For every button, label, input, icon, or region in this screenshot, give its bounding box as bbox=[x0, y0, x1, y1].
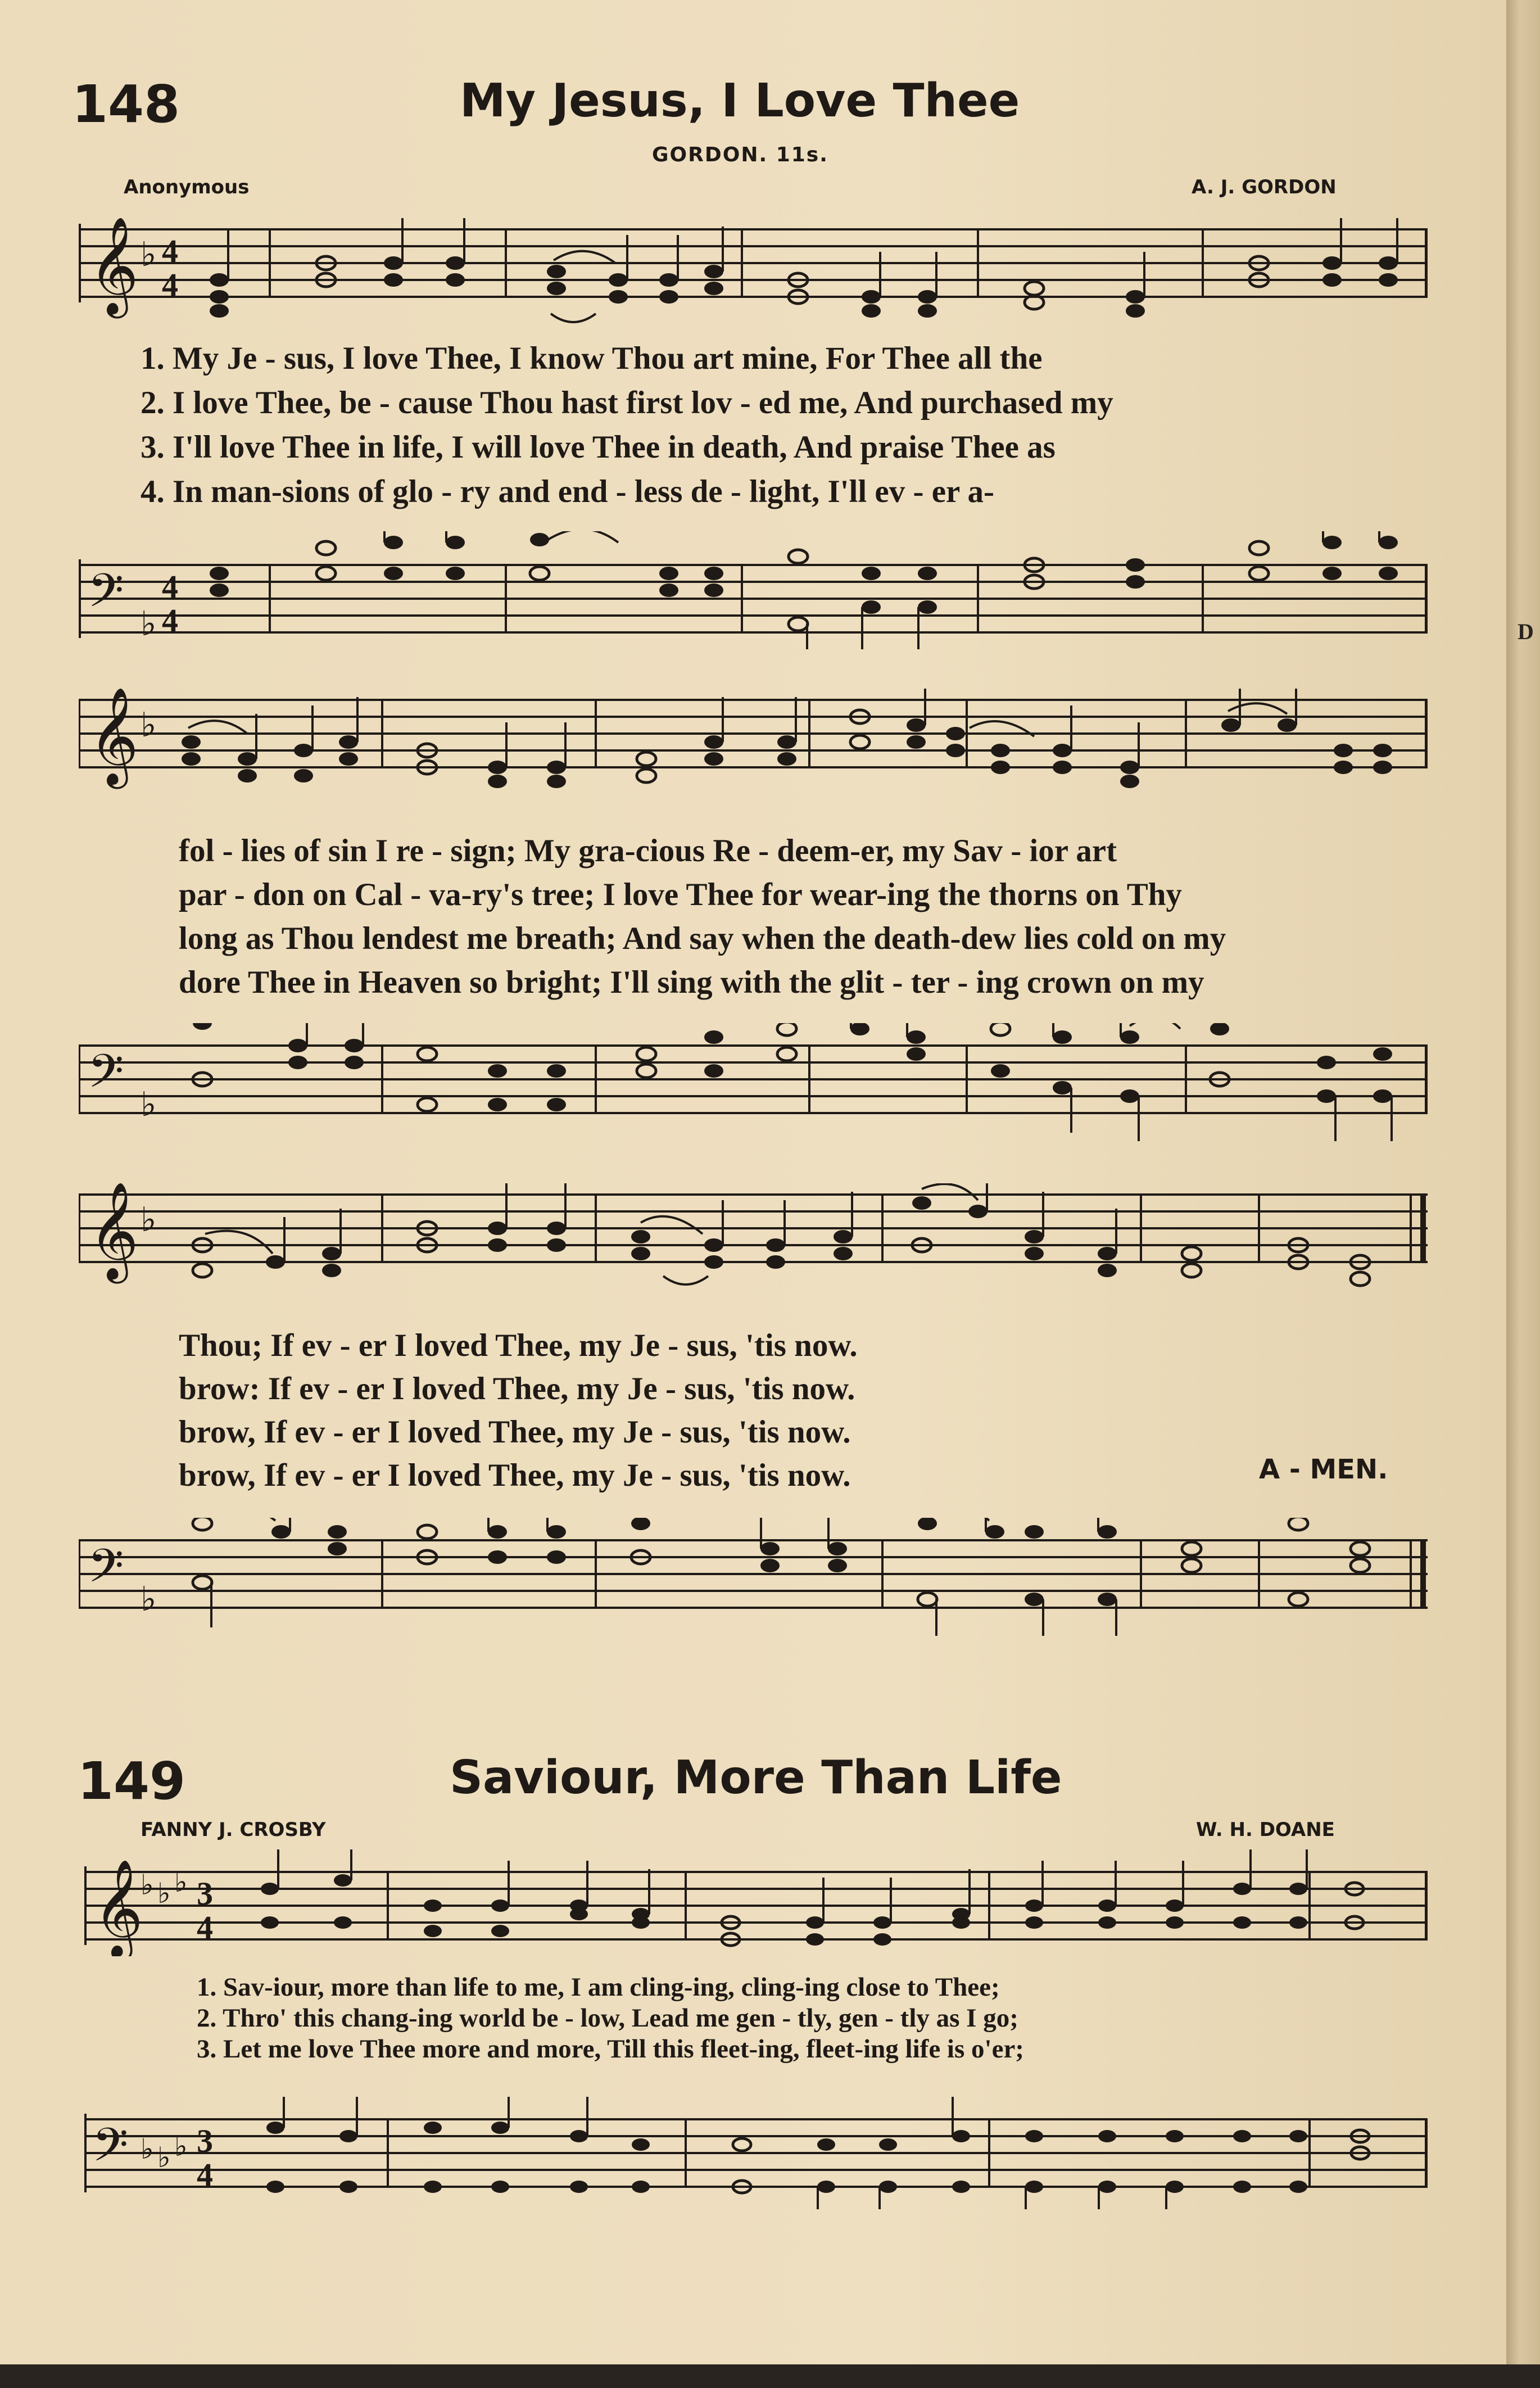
hymn-148-title: My Jesus, I Love Thee bbox=[460, 74, 1020, 128]
svg-text:♭: ♭ bbox=[141, 1581, 157, 1618]
verse-4-line-3: brow, If ev - er I loved Thee, my Je - sus, 'tis now. bbox=[179, 1458, 851, 1493]
svg-text:♭: ♭ bbox=[157, 2142, 171, 2173]
verse-2-line-3: brow: If ev - er I loved Thee, my Je - sus, 'tis now. bbox=[179, 1371, 855, 1406]
bass-staff-system-1 bbox=[79, 531, 1428, 649]
treble-staff-system-1 bbox=[79, 218, 1428, 325]
svg-text:♭: ♭ bbox=[141, 1086, 157, 1123]
svg-text:♭: ♭ bbox=[157, 1878, 171, 1909]
verse-4-line-1: 4. In man-sions of glo - ry and end - less de - light, I'll ev - er a- bbox=[141, 474, 994, 509]
svg-text:𝄢: 𝄢 bbox=[92, 2118, 129, 2183]
verse-2-line-1: 2. I love Thee, be - cause Thou hast first lov - ed me, And purchased my bbox=[141, 385, 1113, 420]
svg-text:♭: ♭ bbox=[174, 1866, 188, 1898]
svg-text:♭: ♭ bbox=[141, 236, 157, 273]
bass-staff-system-2 bbox=[79, 1023, 1428, 1141]
svg-text:♭: ♭ bbox=[141, 2133, 154, 2165]
hymn-149-verse-3: 3. Let me love Thee more and more, Till this fleet-ing, fleet-ing life is o'er; bbox=[197, 2034, 1024, 2064]
hymn-149-number: 149 bbox=[78, 1751, 186, 1811]
svg-text:♭: ♭ bbox=[141, 1869, 154, 1901]
hymn-148-words-credit: Anonymous bbox=[124, 176, 250, 198]
hymn-148-music-credit: A. J. GORDON bbox=[1192, 176, 1337, 198]
hymn-148-lyrics-line-1 bbox=[141, 336, 1113, 514]
bass-staff-system-3 bbox=[79, 1518, 1428, 1636]
svg-text:♭: ♭ bbox=[141, 707, 157, 744]
svg-text:♭: ♭ bbox=[174, 2131, 188, 2162]
svg-text:𝄞: 𝄞 bbox=[93, 1859, 143, 1956]
treble-staff-system-2 bbox=[79, 689, 1428, 795]
verse-2-line-2: par - don on Cal - va-ry's tree; I love Thee for wear-ing the thorns on Thy bbox=[179, 877, 1182, 912]
hymn-149-music-credit: W. H. DOANE bbox=[1196, 1819, 1335, 1841]
hymn-148-number: 148 bbox=[72, 74, 180, 134]
svg-text:𝄞: 𝄞 bbox=[89, 1183, 139, 1279]
svg-text:4: 4 bbox=[197, 1909, 213, 1946]
svg-text:4: 4 bbox=[162, 568, 178, 605]
adjacent-page-fragment: D bbox=[1518, 619, 1534, 644]
hymn-149-title: Saviour, More Than Life bbox=[450, 1751, 1062, 1804]
svg-text:𝄢: 𝄢 bbox=[88, 563, 124, 629]
svg-text:3: 3 bbox=[197, 2123, 213, 2159]
verse-3-line-1: 3. I'll love Thee in life, I will love Thee in death, And praise Thee as bbox=[141, 429, 1056, 465]
hymn-148-lyrics-line-2 bbox=[179, 829, 1226, 1005]
page-bottom-edge bbox=[0, 2364, 1540, 2388]
bass-staff-hymn-149 bbox=[84, 2097, 1428, 2209]
svg-text:4: 4 bbox=[162, 266, 178, 303]
hymn-148-tune: GORDON. 11s. bbox=[652, 143, 828, 166]
svg-text:3: 3 bbox=[197, 1875, 213, 1912]
verse-1-line-3: Thou; If ev - er I loved Thee, my Je - sus, 'tis now. bbox=[179, 1328, 858, 1363]
hymn-149-verse-2: 2. Thro' this chang-ing world be - low, Lead me gen - tly, gen - tly as I go; bbox=[197, 2003, 1018, 2033]
svg-text:4: 4 bbox=[162, 602, 178, 639]
svg-text:𝄢: 𝄢 bbox=[88, 1044, 124, 1110]
svg-text:♭: ♭ bbox=[141, 1201, 157, 1238]
verse-4-line-2: dore Thee in Heaven so bright; I'll sing with the glit - ter - ing crown on my bbox=[179, 965, 1204, 1000]
svg-text:𝄢: 𝄢 bbox=[88, 1539, 124, 1604]
hymn-149-verse-1: 1. Sav-iour, more than life to me, I am cling-ing, cling-ing close to Thee; bbox=[197, 1973, 1000, 2002]
verse-1-line-2: fol - lies of sin I re - sign; My gra-cious Re - deem-er, my Sav - ior art bbox=[179, 833, 1117, 869]
verse-1-line-1: 1. My Je - sus, I love Thee, I know Thou art mine, For Thee all the bbox=[141, 341, 1043, 376]
verse-3-line-3: brow, If ev - er I loved Thee, my Je - sus, 'tis now. bbox=[179, 1414, 851, 1450]
svg-text:4: 4 bbox=[162, 233, 178, 269]
svg-text:𝄞: 𝄞 bbox=[89, 218, 139, 314]
book-gutter bbox=[1506, 0, 1540, 2388]
treble-staff-system-3 bbox=[79, 1183, 1428, 1290]
svg-text:♭: ♭ bbox=[141, 605, 157, 643]
amen-label: A - MEN. bbox=[1259, 1454, 1388, 1485]
treble-staff-hymn-149 bbox=[84, 1849, 1428, 1956]
hymn-148-lyrics-line-3 bbox=[179, 1324, 858, 1497]
verse-3-line-2: long as Thou lendest me breath; And say when the death-dew lies cold on my bbox=[179, 921, 1226, 956]
hymn-149-words-credit: FANNY J. CROSBY bbox=[141, 1819, 326, 1841]
svg-text:4: 4 bbox=[197, 2156, 213, 2193]
hymn-149-lyrics bbox=[197, 1972, 1024, 2065]
svg-text:𝄞: 𝄞 bbox=[89, 689, 139, 785]
